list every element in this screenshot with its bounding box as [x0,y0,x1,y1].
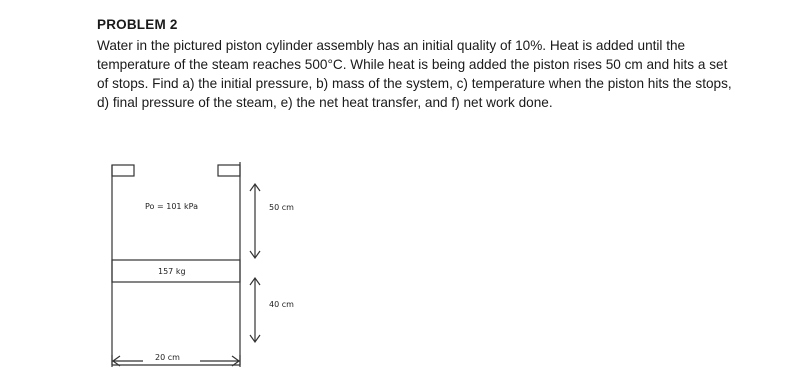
right-stop [218,165,240,176]
problem-statement: Water in the pictured piston cylinder assembly has an initial quality of 10%. Heat is added until the temperature of the steam reaches 500°C. While heat is being added the piston rises 50 cm and hits a set of stops. Find a) the initial pressure, b) mass of the system, c) temperature when the piston hits the stops, d) final pressure of the steam, e) the net heat transfer, and f) net work done. [97,38,732,110]
width-label: 20 cm [155,353,180,362]
piston-mass-label: 157 kg [158,267,186,276]
atm-pressure-label: Po = 101 kPa [145,202,199,211]
problem-heading: PROBLEM 2 [97,17,178,32]
upper-height-label: 50 cm [269,203,294,212]
lower-height-label: 40 cm [269,300,294,309]
left-stop [112,165,134,176]
